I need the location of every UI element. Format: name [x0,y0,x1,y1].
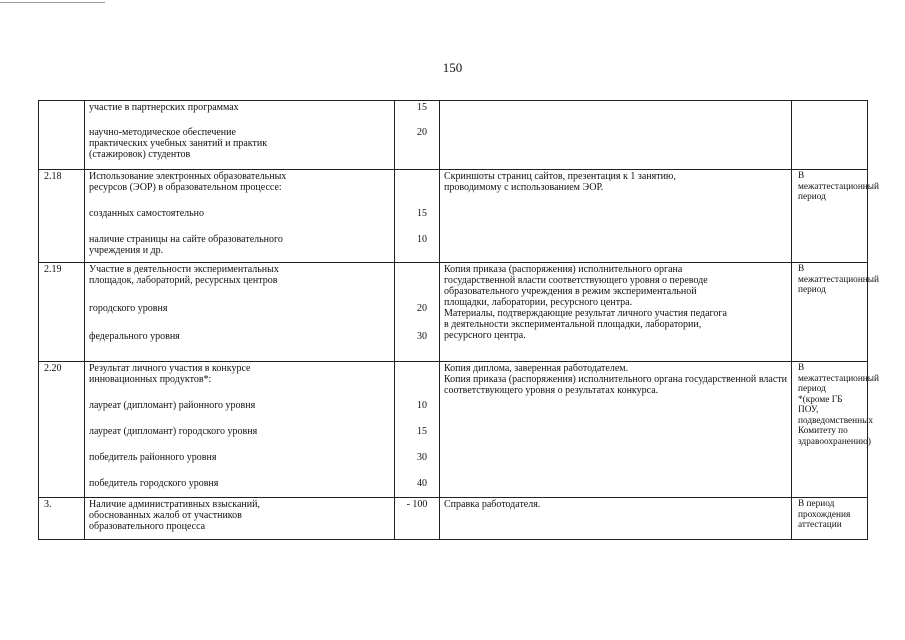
criterion-text: городского уровня [89,303,168,314]
criterion-description [85,362,395,498]
criterion-description [85,170,395,263]
page-number: 150 [442,60,463,75]
note-text: Комитету по [798,426,848,436]
criterion-text: (стажировок) студентов [89,149,191,160]
table-row [39,263,868,362]
criterion-text: Наличие административных взысканий, [89,499,260,510]
table-row [39,170,868,263]
criterion-description [85,101,395,170]
confirming-documents [440,170,792,263]
criteria-table [38,100,880,540]
note-text: здравоохранению) [798,436,871,447]
criterion-points [395,170,440,263]
confirming-documents [440,498,792,540]
document-text: площадки, лаборатории, ресурсного центра. [444,297,633,308]
points-value: - 100 [406,499,428,510]
document-text: Скриншоты страниц сайтов, презентация к 1 занятию, [444,171,676,182]
note-text: В период [798,499,835,509]
confirming-documents [440,362,792,498]
criterion-number: 2.19 [39,263,85,362]
confirming-documents [440,263,792,362]
criterion-number [39,101,85,170]
criterion-text: лауреат (дипломант) городского уровня [89,426,258,437]
document-text: Копия приказа (распоряжения) исполнительного органа [444,264,683,275]
points-value: 10 [417,234,427,245]
document-text: Копия диплома, заверенная работодателем. [444,363,629,374]
period-note [792,101,868,170]
points-value: 10 [417,400,427,411]
note-text: период [798,384,826,394]
criterion-text: практических учебных занятий и практик [89,138,268,149]
criterion-points [395,263,440,362]
note-text: В [798,264,805,274]
criterion-text: федерального уровня [89,331,180,342]
note-text: межаттестационный [798,181,880,192]
criterion-text: лауреат (дипломант) районного уровня [89,400,256,411]
criterion-text: созданных самостоятельно [89,208,205,219]
points-value: 40 [417,478,427,489]
criterion-points [395,362,440,498]
criterion-number: 2.20 [39,362,85,498]
points-value: 30 [417,452,427,463]
points-value: 15 [417,102,427,113]
criterion-text: ресурсов (ЭОР) в образовательном процессе: [89,182,282,193]
criterion-points [395,498,440,540]
criterion-number: 2.18 [39,170,85,263]
points-value: 15 [417,208,427,219]
document-text: государственной власти соответствующего уровня о переводе [444,275,708,286]
points-value: 15 [417,426,427,437]
note-text: прохождения [798,509,851,520]
points-value: 30 [417,331,427,342]
document-text: Копия приказа (распоряжения) исполнительного органа государственной власти соответствующего уровня о результатах конкурса. [444,374,787,396]
document-text: Справка работодателя. [444,499,541,510]
criterion-text: наличие страницы на сайте образовательного [89,234,283,245]
criterion-number: 3. [39,498,85,540]
period-note [792,362,880,498]
document-text: образовательного учреждения в режим экспериментальной [444,286,697,297]
table-row [39,362,868,498]
criterion-text: победитель городского уровня [89,478,219,489]
document-text: Материалы, подтверждающие результат личного участия педагога [444,308,727,319]
criterion-description [85,263,395,362]
note-text: период [798,285,826,295]
criterion-description [85,498,395,540]
document-text: в деятельности экспериментальной площадки, лаборатории, [444,319,702,330]
document-text: проводимому с использованием ЭОР. [444,182,604,193]
points-value: 20 [417,127,427,138]
note-text: аттестации [798,520,842,530]
table-row [39,101,868,170]
criterion-text: Использование электронных образовательных [89,171,287,182]
criterion-text: Результат личного участия в конкурсе [89,363,251,374]
scan-edge-line [0,2,105,3]
criterion-text: научно-методическое обеспечение [89,127,236,138]
table-row [39,498,868,540]
confirming-documents [440,101,792,170]
note-text: межаттестационный [798,274,880,285]
criterion-text: обоснованных жалоб от участников [89,510,242,521]
criterion-points [395,101,440,170]
criterion-text: площадок, лабораторий, ресурсных центров [89,275,278,286]
document-text: ресурсного центра. [444,330,526,341]
note-text: В [798,171,805,181]
note-text: *(кроме ГБ ПОУ, [798,394,843,415]
period-note [792,170,880,263]
note-text: период [798,192,826,202]
note-text: В [798,363,805,373]
criterion-text: учреждения и др. [89,245,164,256]
criterion-text: инновационных продуктов*: [89,374,212,385]
note-text: подведомственных [798,415,874,426]
criterion-text: образовательного процесса [89,521,206,532]
period-note [792,263,880,362]
note-text: межаттестационный [798,373,880,384]
criterion-text: Участие в деятельности экспериментальных [89,264,279,275]
criterion-text: участие в партнерских программах [89,102,239,113]
period-note [792,498,868,540]
points-value: 20 [417,303,427,314]
criterion-text: победитель районного уровня [89,452,217,463]
